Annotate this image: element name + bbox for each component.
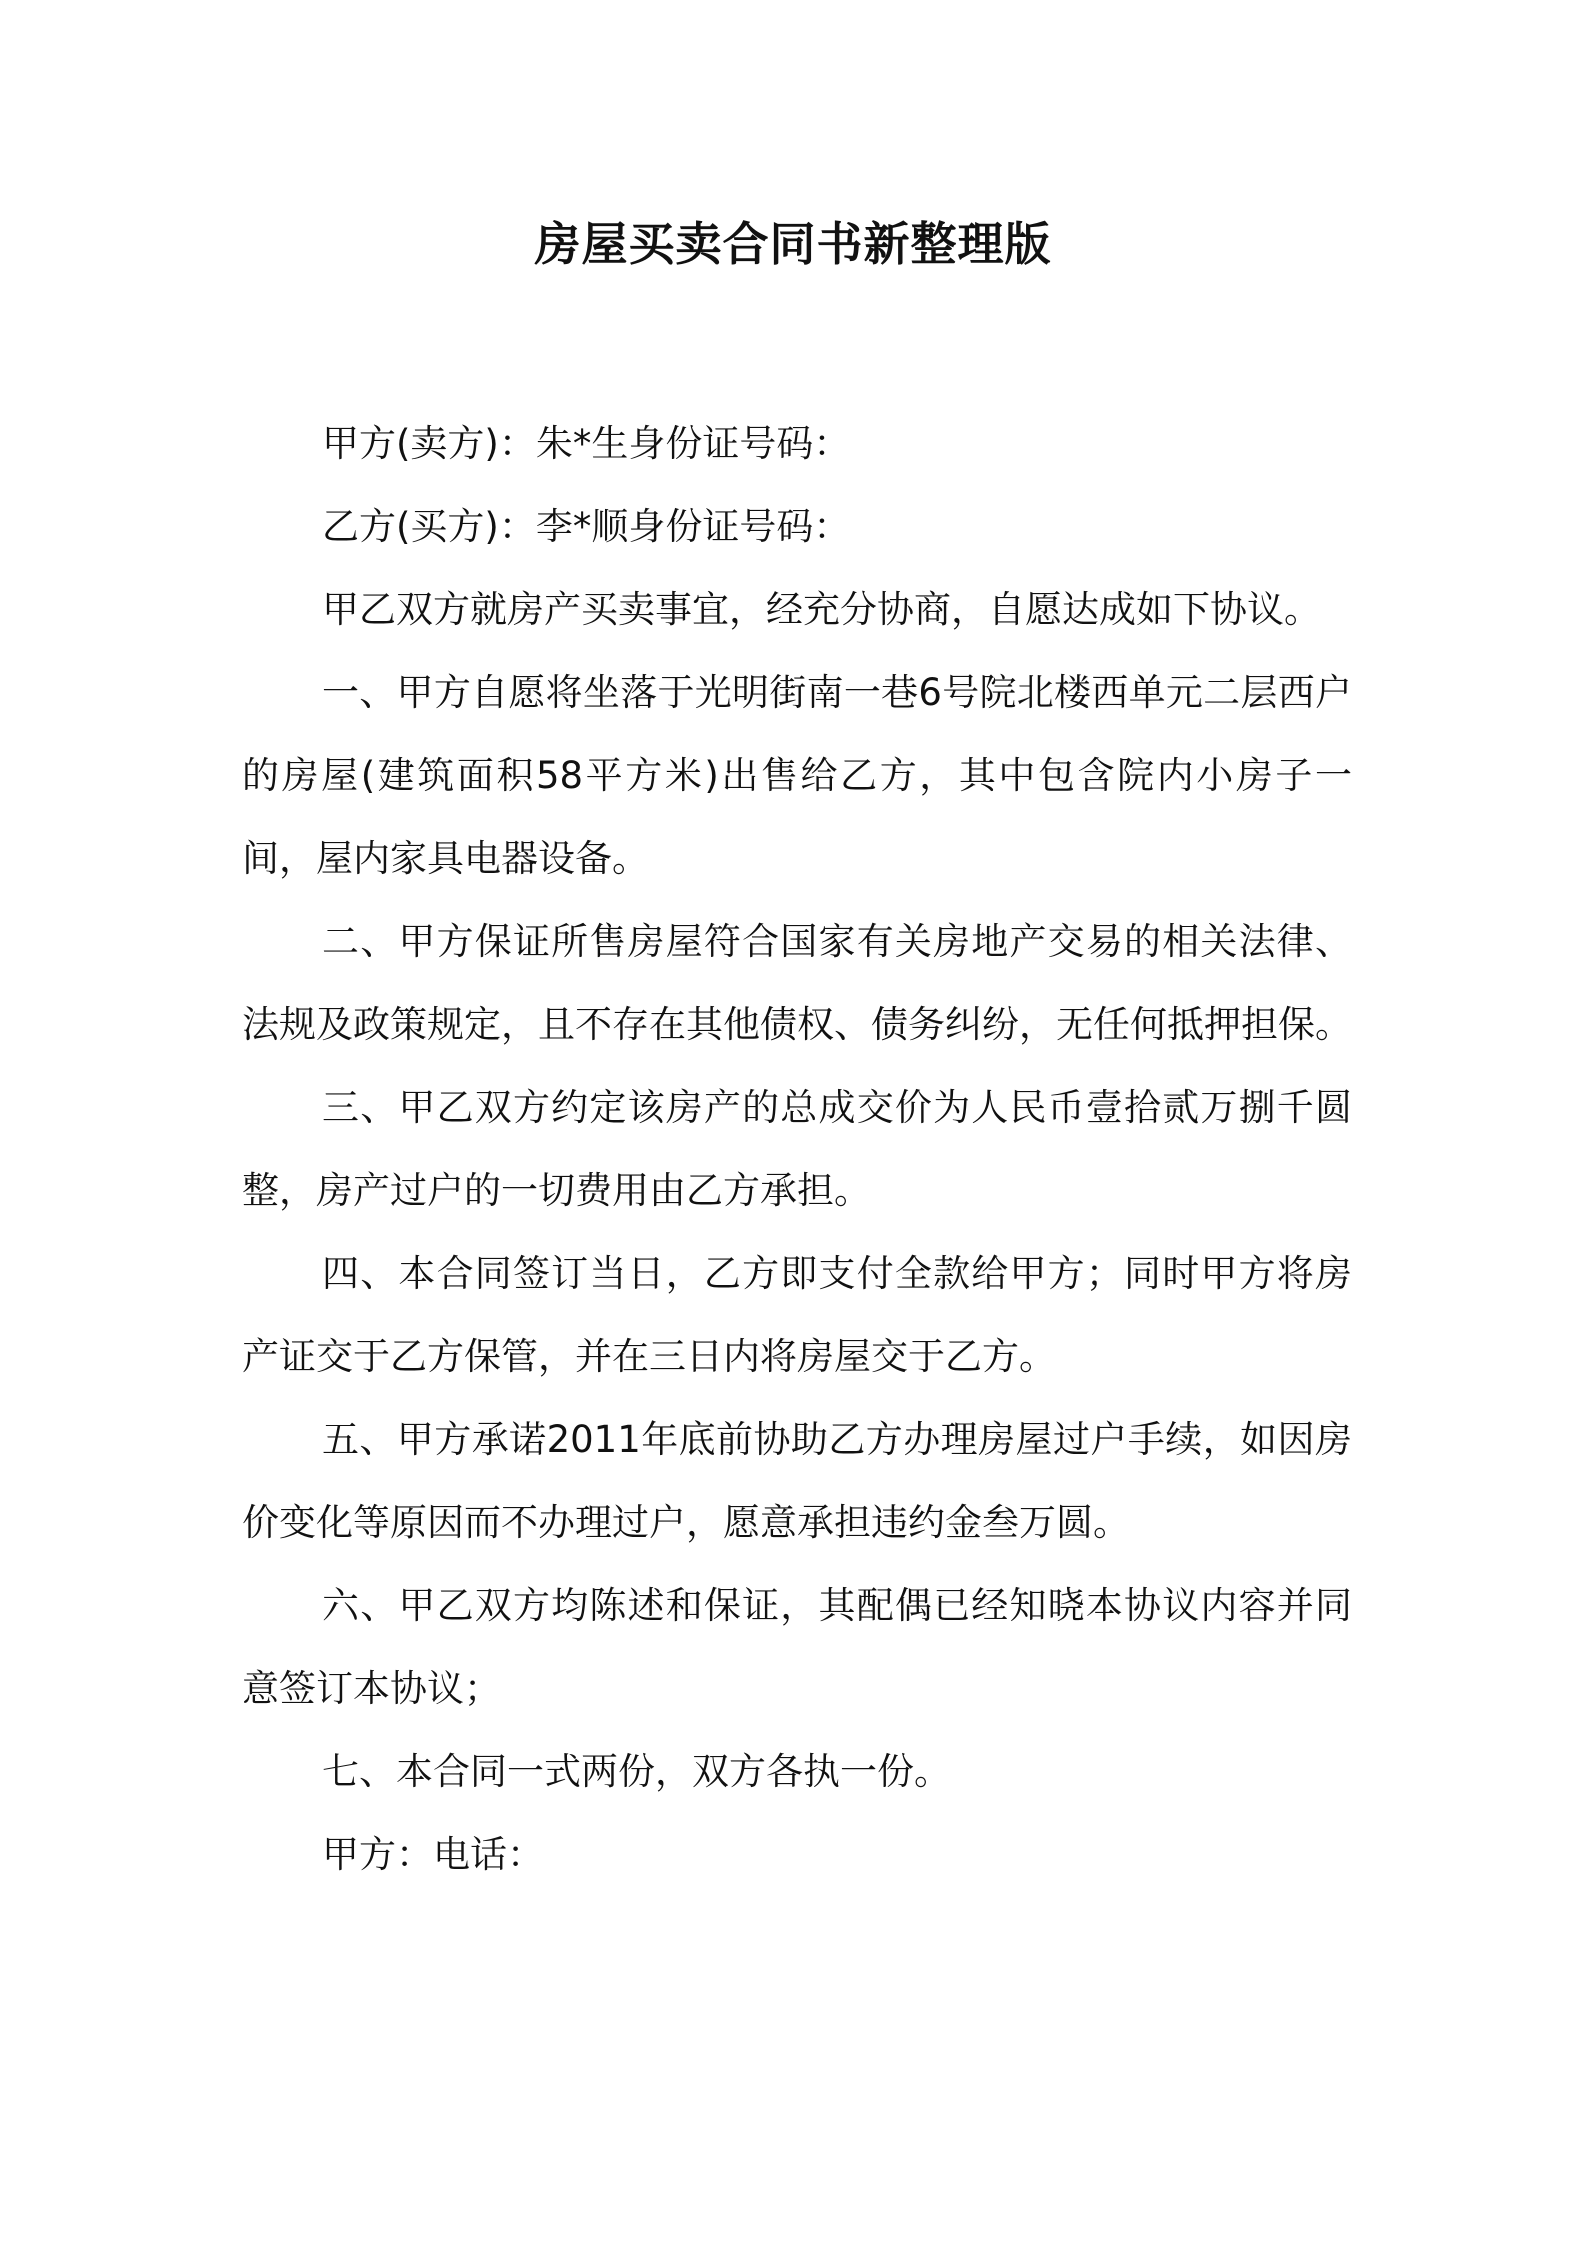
- signature-line: 甲方：电话：: [322, 1833, 544, 1876]
- clause-5: 五、甲方承诺2011年底前协助乙方办理房屋过户手续，如因房价变化等原因而不办理过户，愿意承担违约金叁万圆。: [242, 1418, 1352, 1544]
- clause-1: 一、甲方自愿将坐落于光明街南一巷6号院北楼西单元二层西户的房屋(建筑面积58平方米)出售给乙方，其中包含院内小房子一间，屋内家具电器设备。: [242, 671, 1352, 880]
- clause-3: 三、甲乙双方约定该房产的总成交价为人民币壹拾贰万捌千圆整，房产过户的一切费用由乙方承担。: [242, 1086, 1352, 1212]
- clause-2: 二、甲方保证所售房屋符合国家有关房地产交易的相关法律、法规及政策规定，且不存在其他债权、债务纠纷，无任何抵押担保。: [242, 920, 1352, 1046]
- clause-7: 七、本合同一式两份，双方各执一份。: [322, 1750, 951, 1793]
- document-title: 房屋买卖合同书新整理版: [534, 217, 1052, 271]
- agreement-intro: 甲乙双方就房产买卖事宜，经充分协商，自愿达成如下协议。: [322, 588, 1321, 631]
- clause-4: 四、本合同签订当日，乙方即支付全款给甲方；同时甲方将房产证交于乙方保管，并在三日内将房屋交于乙方。: [242, 1252, 1352, 1378]
- buyer-line: 乙方(买方)：李*顺身份证号码：: [322, 505, 851, 548]
- seller-line: 甲方(卖方)：朱*生身份证号码：: [322, 422, 851, 465]
- document-body: [242, 402, 1352, 1896]
- clause-6: 六、甲乙双方均陈述和保证，其配偶已经知晓本协议内容并同意签订本协议；: [242, 1584, 1352, 1710]
